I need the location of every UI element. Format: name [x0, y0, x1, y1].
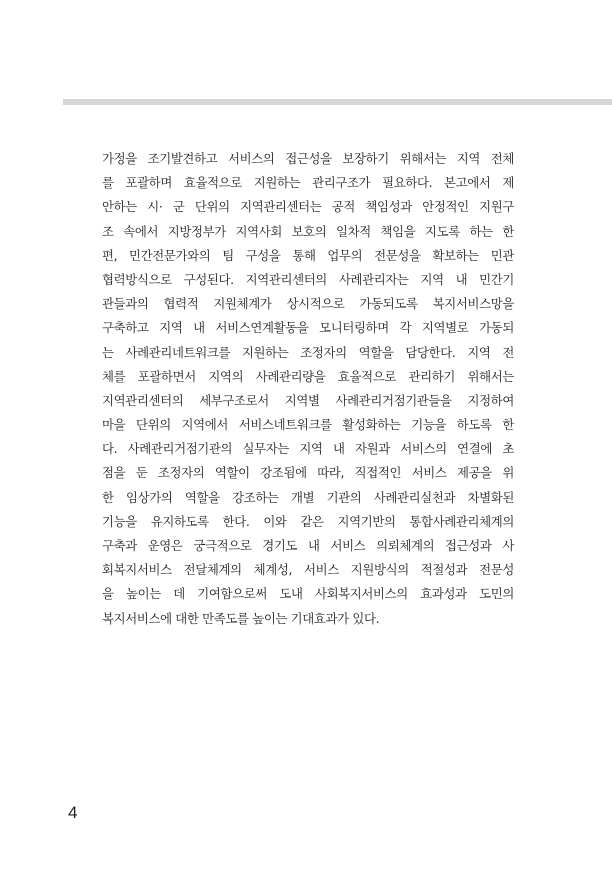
paragraph-line: 기능을 유지하도록 한다. 이와 같은 지역기반의 통합사례관리체계의 [102, 513, 514, 529]
paragraph-line: 지역관리센터의 세부구조로서 지역별 사례관리거점기관들을 지정하여 [102, 392, 514, 408]
paragraph-line: 을 높이는 데 기여함으로써 도내 사회복지서비스의 효과성과 도민의 [102, 586, 514, 602]
paragraph-line: 다. 사례관리거점기관의 실무자는 지역 내 자원과 서비스의 연결에 초 [102, 441, 514, 457]
paragraph-line: 복지서비스에 대한 만족도를 높이는 기대효과가 있다. [102, 610, 380, 626]
paragraph-line: 체를 포괄하면서 지역의 사례관리량을 효율적으로 관리하기 위해서는 [102, 368, 514, 384]
paragraph-line: 편, 민간전문가와의 팀 구성을 통해 업무의 전문성을 확보하는 민관 [102, 247, 514, 263]
paragraph-line: 관들과의 협력적 지원체계가 상시적으로 가동되도록 복지서비스망을 [102, 296, 514, 312]
paragraph-line: 안하는 시· 군 단위의 지역관리센터는 공적 책임성과 안정적인 지원구 [102, 199, 514, 215]
paragraph-line: 회복지서비스 전달체계의 체계성, 서비스 지원방식의 적절성과 전문성 [102, 562, 514, 578]
paragraph-line: 는 사례관리네트워크를 지원하는 조정자의 역할을 담당한다. 지역 전 [102, 344, 514, 360]
body-paragraph [102, 147, 514, 631]
paragraph-line: 협력방식으로 구성된다. 지역관리센터의 사례관리자는 지역 내 민간기 [102, 271, 514, 287]
paragraph-line: 마을 단위의 지역에서 서비스네트워크를 활성화하는 기능을 하도록 한 [102, 417, 514, 433]
paragraph-line: 구축과 운영은 궁극적으로 경기도 내 서비스 의뢰체계의 접근성과 사 [102, 538, 514, 553]
paragraph-line: 점을 둔 조정자의 역할이 강조됨에 따라, 직접적인 서비스 제공을 위 [102, 465, 514, 481]
paragraph-line: 를 포괄하며 효율적으로 지원하는 관리구조가 필요하다. 본고에서 제 [102, 175, 514, 191]
paragraph-line: 가정을 조기발견하고 서비스의 접근성을 보장하기 위해서는 지역 전체 [102, 151, 514, 166]
paragraph-line: 구축하고 지역 내 서비스연계활동을 모니터링하며 각 지역별로 가동되 [102, 320, 514, 336]
header-rule [63, 99, 612, 105]
paragraph-line: 한 임상가의 역할을 강조하는 개별 기관의 사례관리실천과 차별화된 [102, 489, 514, 505]
paragraph-line: 조 속에서 지방정부가 지역사회 보호의 일차적 책임을 지도록 하는 한 [102, 223, 514, 239]
page-number: 4 [68, 803, 78, 822]
